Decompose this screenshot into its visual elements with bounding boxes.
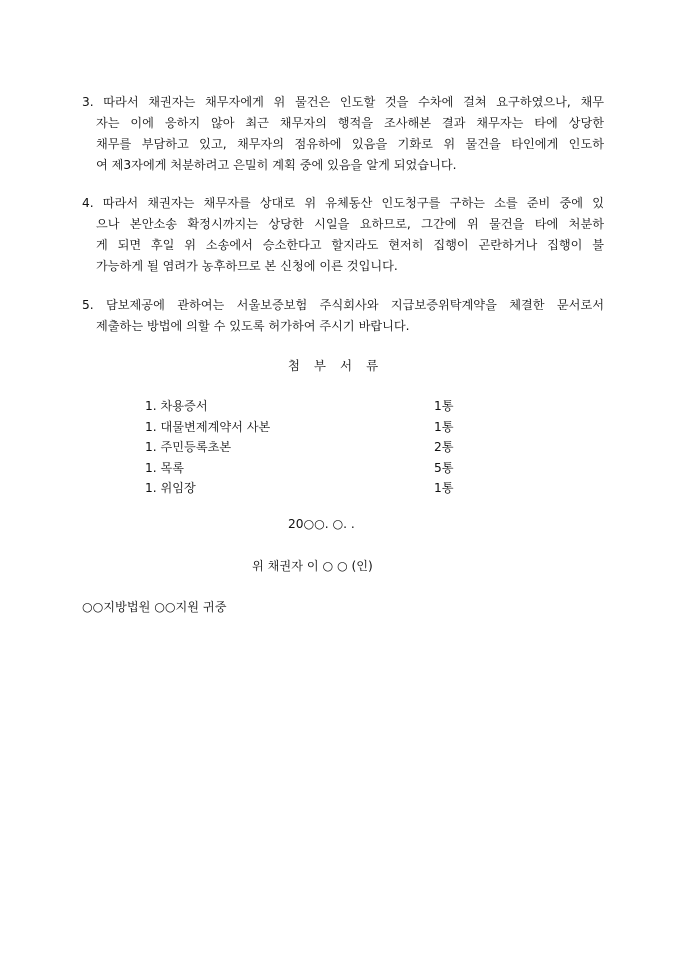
paragraph-line: 4. 따라서 채권자는 채무자를 상대로 위 유체동산 인도청구를 구하는 소를 준비 중에 있 [82,196,604,210]
attachments-list [145,396,465,499]
list-item [145,458,465,479]
attachment-label: 1. 주민등록초본 [145,440,232,454]
paragraph-line: 여 제3자에게 처분하려고 은밀히 계획 중에 있음을 알게 되었습니다. [96,158,457,172]
paragraph-line: 으나 본안소송 확정시까지는 상당한 시일을 요하므로, 그간에 위 물건을 타에 처분하 [96,217,604,231]
paragraph-4 [82,193,604,277]
paragraph-line: 자는 이에 응하지 않아 최근 채무자의 행적을 조사해본 결과 채무자는 타에 상당한 [96,116,604,130]
paragraph-line: 제출하는 방법에 의할 수 있도록 허가하여 주시기 바랍니다. [96,319,410,333]
attachment-label: 1. 목록 [145,460,185,475]
paragraph-line: 5. 담보제공에 관하여는 서울보증보험 주식회사와 지급보증위탁계약을 체결한 문서로서 [82,298,604,312]
attachments-heading: 첨부서류 [287,358,393,373]
attachment-quantity: 1통 [434,419,454,434]
attachment-quantity: 5통 [434,460,454,475]
paragraph-line: 게 되면 후일 위 소송에서 승소한다고 할지라도 현저히 집행이 곤란하거나 집행이 불 [96,238,604,252]
attachment-quantity: 1통 [434,481,454,495]
list-item [145,478,465,499]
signer-line: 위 채권자 이 ○ ○ (인) [252,559,373,573]
document-date: 20○○. ○. . [288,517,355,531]
attachment-label: 1. 위임장 [145,481,196,495]
paragraph-5 [82,295,604,337]
attachment-quantity: 1통 [434,399,454,413]
paragraph-line: 3. 따라서 채권자는 채무자에게 위 물건은 인도할 것을 수차에 걸쳐 요구하였으나, 채무 [82,95,604,109]
paragraph-3 [82,92,604,176]
attachment-quantity: 2통 [434,440,454,454]
paragraph-line: 채무를 부담하고 있고, 채무자의 점유하에 있음을 기화로 위 물건을 타인에게 인도하 [96,137,604,151]
court-addressee: ○○지방법원 ○○지원 귀중 [82,600,227,614]
attachment-label: 1. 차용증서 [145,399,208,413]
attachment-label: 1. 대물변제계약서 사본 [145,419,271,434]
list-item [145,396,465,417]
list-item [145,437,465,458]
list-item [145,417,465,438]
paragraph-line: 가능하게 될 염려가 농후하므로 본 신청에 이른 것입니다. [96,259,398,273]
